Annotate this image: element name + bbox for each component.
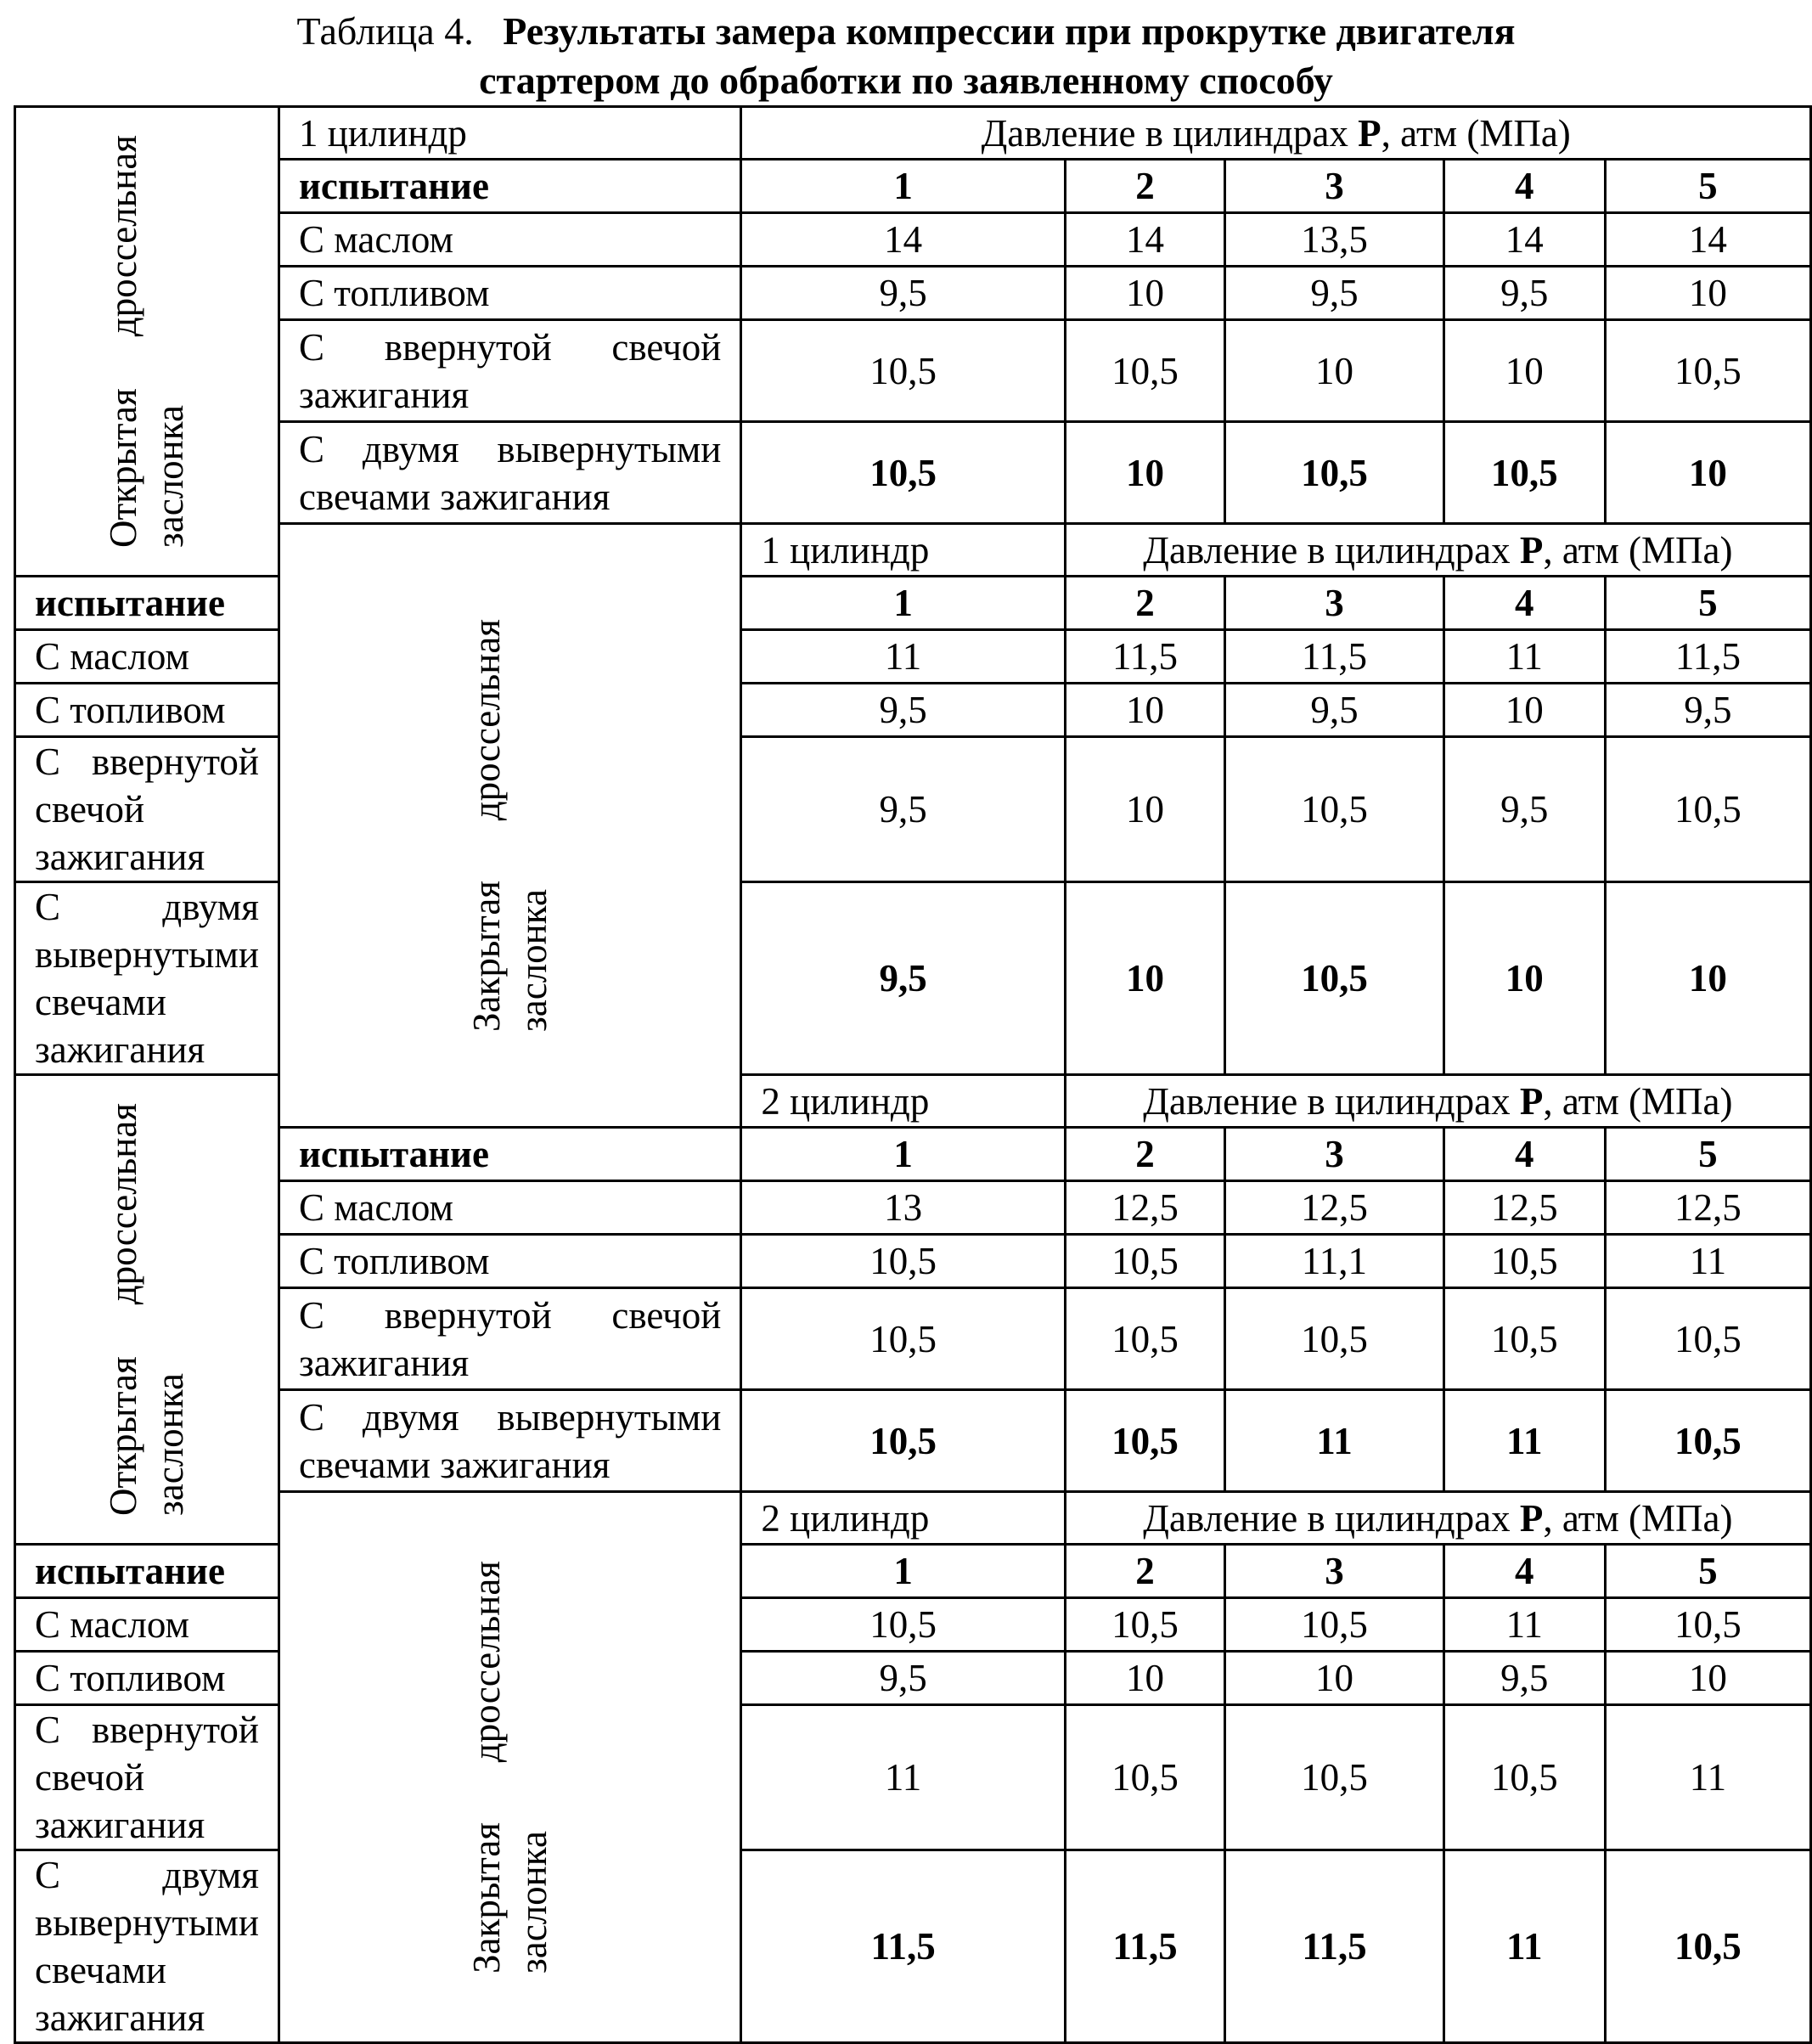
test-number: 4 bbox=[1443, 577, 1605, 630]
row-label-oil: С маслом bbox=[15, 1598, 279, 1652]
value-cell: 9,5 bbox=[1225, 684, 1443, 737]
throttle-state-label: Открытая дроссельная заслонка bbox=[101, 135, 191, 548]
cylinder-label: 1 цилиндр bbox=[741, 524, 1065, 577]
pressure-symbol: Р bbox=[1519, 1496, 1544, 1540]
row-label-line-2: зажигания bbox=[298, 373, 470, 416]
throttle-state-label: Закрытая дроссельная заслонка bbox=[464, 1561, 554, 1974]
row-label-line-2: свечами зажигания bbox=[298, 1443, 611, 1486]
value-cell: 10 bbox=[1605, 267, 1810, 320]
value-cell: 10 bbox=[1605, 882, 1810, 1075]
value-cell: 9,5 bbox=[1443, 1652, 1605, 1705]
test-number: 4 bbox=[1443, 1128, 1605, 1181]
pressure-header bbox=[1065, 1492, 1810, 1545]
row-label-line-2: свечами зажигания bbox=[35, 981, 205, 1071]
row-label-line-2: зажигания bbox=[298, 1341, 470, 1384]
value-cell: 11 bbox=[1443, 630, 1605, 684]
value-cell: 10 bbox=[1225, 1652, 1443, 1705]
pressure-symbol: Р bbox=[1358, 111, 1382, 155]
caption-prefix: Таблица 4. bbox=[296, 9, 474, 53]
row-label-oil: С маслом bbox=[279, 1181, 740, 1235]
value-cell: 14 bbox=[741, 213, 1065, 267]
value-cell: 10,5 bbox=[1065, 1598, 1224, 1652]
value-cell: 10 bbox=[1443, 320, 1605, 422]
value-cell: 10,5 bbox=[741, 320, 1065, 422]
cylinder-label: 2 цилиндр bbox=[741, 1492, 1065, 1545]
row-label-fuel: С топливом bbox=[279, 267, 740, 320]
value-cell: 11 bbox=[1605, 1235, 1810, 1288]
pressure-unit: , атм (МПа) bbox=[1543, 1079, 1733, 1123]
throttle-state-label: Закрытая дроссельная заслонка bbox=[464, 619, 554, 1032]
value-cell: 14 bbox=[1605, 213, 1810, 267]
pressure-unit: , атм (МПа) bbox=[1381, 111, 1571, 155]
value-cell: 10 bbox=[1225, 320, 1443, 422]
test-number: 2 bbox=[1065, 577, 1224, 630]
value-cell: 10,5 bbox=[741, 1390, 1065, 1492]
value-cell: 11,5 bbox=[1605, 630, 1810, 684]
test-number: 2 bbox=[1065, 1545, 1224, 1598]
row-label-plug-in bbox=[279, 1288, 740, 1390]
value-cell: 9,5 bbox=[1225, 267, 1443, 320]
value-cell: 11,5 bbox=[1225, 1850, 1443, 2043]
row-label-fuel: С топливом bbox=[15, 684, 279, 737]
row-fuel bbox=[15, 267, 1811, 320]
value-cell: 10,5 bbox=[1225, 882, 1443, 1075]
value-cell: 12,5 bbox=[1605, 1181, 1810, 1235]
test-number: 1 bbox=[741, 1545, 1065, 1598]
value-cell: 9,5 bbox=[741, 1652, 1065, 1705]
block-header-row bbox=[15, 107, 1811, 160]
row-label-fuel: С топливом bbox=[279, 1235, 740, 1288]
row-label-line-1: С двумя вывернутыми bbox=[298, 427, 722, 470]
value-cell: 11 bbox=[741, 630, 1065, 684]
caption-line-1 bbox=[0, 7, 1812, 56]
row-label-line-1: С ввернутой свечой bbox=[35, 740, 259, 831]
row-label-two-out bbox=[279, 422, 740, 524]
row-label-line-2: свечами зажигания bbox=[35, 1949, 205, 2039]
test-number: 5 bbox=[1605, 160, 1810, 213]
value-cell: 10,5 bbox=[1225, 1705, 1443, 1850]
row-label-two-out bbox=[279, 1390, 740, 1492]
value-cell: 9,5 bbox=[741, 684, 1065, 737]
row-label-two-out bbox=[15, 882, 279, 1075]
value-cell: 11,5 bbox=[1225, 630, 1443, 684]
value-cell: 10 bbox=[1065, 267, 1224, 320]
value-cell: 13 bbox=[741, 1181, 1065, 1235]
value-cell: 13,5 bbox=[1225, 213, 1443, 267]
row-label-line-1: С двумя вывернутыми bbox=[35, 886, 259, 976]
value-cell: 10,5 bbox=[1605, 1288, 1810, 1390]
value-cell: 12,5 bbox=[1225, 1181, 1443, 1235]
row-plug-in bbox=[15, 1288, 1811, 1390]
test-number-row bbox=[15, 1128, 1811, 1181]
row-label-oil: С маслом bbox=[279, 213, 740, 267]
value-cell: 9,5 bbox=[741, 267, 1065, 320]
value-cell: 9,5 bbox=[1443, 737, 1605, 882]
row-fuel bbox=[15, 1235, 1811, 1288]
value-cell: 10,5 bbox=[1605, 1390, 1810, 1492]
value-cell: 10,5 bbox=[1443, 1288, 1605, 1390]
test-number: 3 bbox=[1225, 1545, 1443, 1598]
row-two-out bbox=[15, 422, 1811, 524]
value-cell: 9,5 bbox=[741, 737, 1065, 882]
value-cell: 10,5 bbox=[1225, 1288, 1443, 1390]
value-cell: 11,5 bbox=[1065, 630, 1224, 684]
row-label-line-2: зажигания bbox=[35, 836, 205, 878]
value-cell: 11,1 bbox=[1225, 1235, 1443, 1288]
value-cell: 14 bbox=[1065, 213, 1224, 267]
value-cell: 10 bbox=[1605, 422, 1810, 524]
test-number: 3 bbox=[1225, 1128, 1443, 1181]
row-label-line-1: С ввернутой свечой bbox=[35, 1709, 259, 1799]
throttle-state-label: Открытая дроссельная заслонка bbox=[101, 1103, 191, 1516]
throttle-state-cell bbox=[15, 107, 279, 577]
value-cell: 10,5 bbox=[741, 1235, 1065, 1288]
value-cell: 10 bbox=[1605, 1652, 1810, 1705]
test-number: 3 bbox=[1225, 160, 1443, 213]
value-cell: 11 bbox=[1225, 1390, 1443, 1492]
value-cell: 11,5 bbox=[741, 1850, 1065, 2043]
value-cell: 11 bbox=[1443, 1390, 1605, 1492]
row-label-oil: С маслом bbox=[15, 630, 279, 684]
test-number: 5 bbox=[1605, 577, 1810, 630]
row-label-plug-in bbox=[15, 1705, 279, 1850]
value-cell: 10,5 bbox=[1225, 737, 1443, 882]
pressure-unit: , атм (МПа) bbox=[1543, 1496, 1733, 1540]
value-cell: 10,5 bbox=[1605, 320, 1810, 422]
value-cell: 11 bbox=[1443, 1598, 1605, 1652]
value-cell: 11 bbox=[1443, 1850, 1605, 2043]
value-cell: 10,5 bbox=[1065, 1288, 1224, 1390]
value-cell: 10,5 bbox=[741, 1598, 1065, 1652]
test-label: испытание bbox=[15, 577, 279, 630]
value-cell: 10 bbox=[1065, 882, 1224, 1075]
test-number: 1 bbox=[741, 577, 1065, 630]
value-cell: 10 bbox=[1065, 1652, 1224, 1705]
pressure-header-text: Давление в цилиндрах bbox=[981, 111, 1359, 155]
pressure-symbol: Р bbox=[1519, 1079, 1544, 1123]
value-cell: 10 bbox=[1443, 882, 1605, 1075]
value-cell: 12,5 bbox=[1065, 1181, 1224, 1235]
row-label-line-1: С двумя вывернутыми bbox=[35, 1854, 259, 1944]
test-number: 1 bbox=[741, 1128, 1065, 1181]
test-number: 2 bbox=[1065, 1128, 1224, 1181]
value-cell: 10,5 bbox=[1065, 1705, 1224, 1850]
value-cell: 10,5 bbox=[1065, 1390, 1224, 1492]
pressure-header bbox=[741, 107, 1811, 160]
caption-line-2 bbox=[0, 56, 1812, 105]
value-cell: 10,5 bbox=[1443, 1235, 1605, 1288]
value-cell: 14 bbox=[1443, 213, 1605, 267]
row-label-plug-in bbox=[15, 737, 279, 882]
block-header-row bbox=[15, 1492, 1811, 1545]
test-label: испытание bbox=[15, 1545, 279, 1598]
cylinder-label: 2 цилиндр bbox=[741, 1075, 1065, 1128]
compression-table bbox=[14, 105, 1812, 2044]
value-cell: 10 bbox=[1443, 684, 1605, 737]
test-label: испытание bbox=[279, 1128, 740, 1181]
pressure-symbol: Р bbox=[1519, 528, 1544, 572]
value-cell: 10,5 bbox=[741, 422, 1065, 524]
value-cell: 10,5 bbox=[1605, 737, 1810, 882]
table-body bbox=[15, 107, 1811, 2043]
value-cell: 11 bbox=[741, 1705, 1065, 1850]
value-cell: 11,5 bbox=[1065, 1850, 1224, 2043]
row-label-line-1: С двумя вывернутыми bbox=[298, 1395, 722, 1439]
pressure-header bbox=[1065, 1075, 1810, 1128]
test-number: 2 bbox=[1065, 160, 1224, 213]
throttle-state-cell bbox=[279, 524, 740, 1128]
table-caption bbox=[0, 7, 1812, 105]
caption-title-2: стартером до обработки по заявленному способу bbox=[479, 59, 1333, 102]
block-header-row bbox=[15, 524, 1811, 577]
value-cell: 11 bbox=[1605, 1705, 1810, 1850]
value-cell: 10,5 bbox=[1443, 422, 1605, 524]
test-label: испытание bbox=[279, 160, 740, 213]
row-label-two-out bbox=[15, 1850, 279, 2043]
row-label-line-1: С ввернутой свечой bbox=[298, 1293, 722, 1337]
pressure-unit: , атм (МПа) bbox=[1543, 528, 1733, 572]
pressure-header-text: Давление в цилиндрах bbox=[1143, 1496, 1520, 1540]
row-oil bbox=[15, 1181, 1811, 1235]
row-two-out bbox=[15, 1390, 1811, 1492]
row-label-line-1: С ввернутой свечой bbox=[298, 325, 722, 369]
row-plug-in bbox=[15, 320, 1811, 422]
pressure-header-text: Давление в цилиндрах bbox=[1143, 528, 1520, 572]
value-cell: 10,5 bbox=[1065, 1235, 1224, 1288]
cylinder-label: 1 цилиндр bbox=[279, 107, 740, 160]
pressure-header-text: Давление в цилиндрах bbox=[1143, 1079, 1520, 1123]
value-cell: 10 bbox=[1065, 684, 1224, 737]
test-number: 4 bbox=[1443, 1545, 1605, 1598]
row-oil bbox=[15, 213, 1811, 267]
test-number: 5 bbox=[1605, 1545, 1810, 1598]
test-number: 3 bbox=[1225, 577, 1443, 630]
row-label-plug-in bbox=[279, 320, 740, 422]
value-cell: 10,5 bbox=[1225, 422, 1443, 524]
throttle-state-cell bbox=[279, 1492, 740, 2043]
caption-title-1: Результаты замера компрессии при прокрутке двигателя bbox=[503, 9, 1516, 53]
pressure-header bbox=[1065, 524, 1810, 577]
row-label-line-2: свечами зажигания bbox=[298, 475, 611, 518]
value-cell: 10,5 bbox=[1065, 320, 1224, 422]
value-cell: 9,5 bbox=[1443, 267, 1605, 320]
throttle-state-cell bbox=[15, 1075, 279, 1545]
test-number: 1 bbox=[741, 160, 1065, 213]
test-number: 4 bbox=[1443, 160, 1605, 213]
value-cell: 9,5 bbox=[741, 882, 1065, 1075]
value-cell: 10,5 bbox=[1605, 1598, 1810, 1652]
test-number: 5 bbox=[1605, 1128, 1810, 1181]
value-cell: 10,5 bbox=[741, 1288, 1065, 1390]
value-cell: 12,5 bbox=[1443, 1181, 1605, 1235]
row-label-fuel: С топливом bbox=[15, 1652, 279, 1705]
value-cell: 10,5 bbox=[1443, 1705, 1605, 1850]
value-cell: 10,5 bbox=[1605, 1850, 1810, 2043]
value-cell: 10,5 bbox=[1225, 1598, 1443, 1652]
row-label-line-2: зажигания bbox=[35, 1804, 205, 1846]
value-cell: 9,5 bbox=[1605, 684, 1810, 737]
value-cell: 10 bbox=[1065, 737, 1224, 882]
value-cell: 10 bbox=[1065, 422, 1224, 524]
test-number-row bbox=[15, 160, 1811, 213]
